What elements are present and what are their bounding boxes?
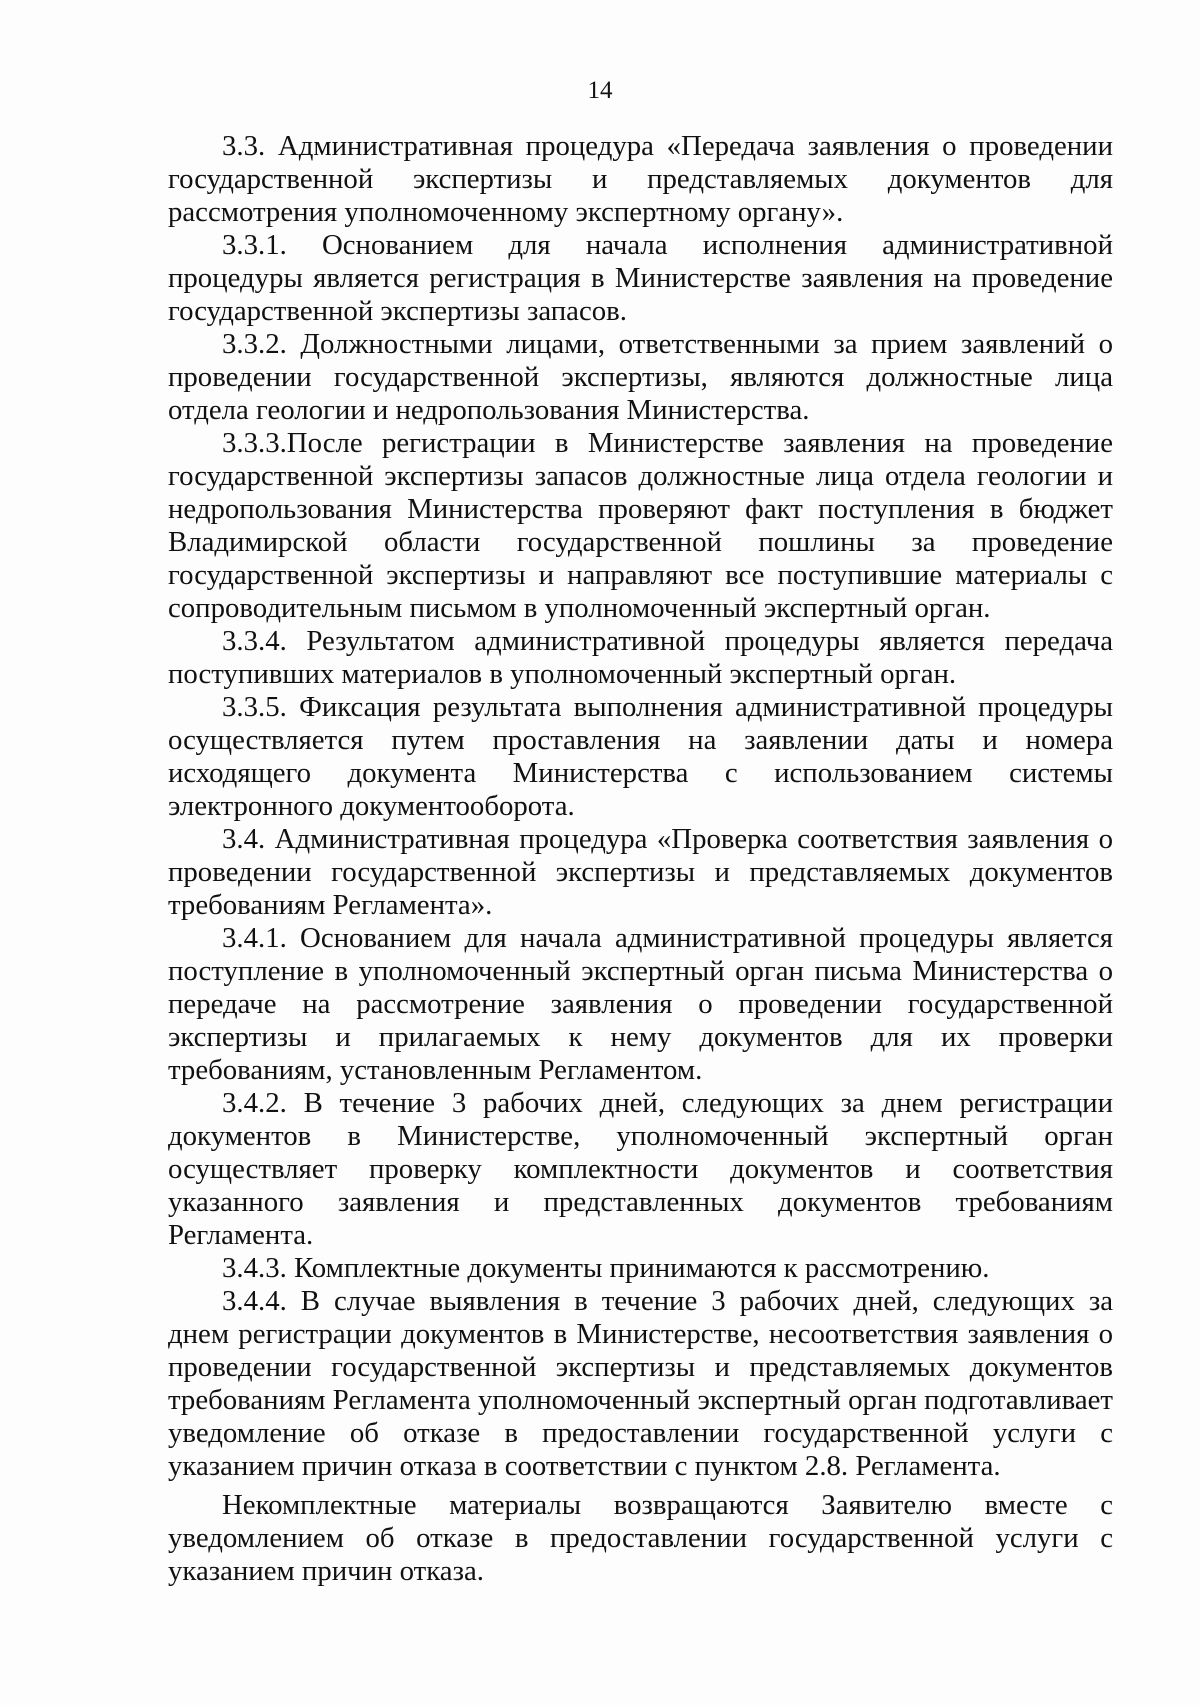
paragraph-3-4-3: 3.4.3. Комплектные документы принимаются к рассмотрению. <box>222 1252 990 1284</box>
paragraph-3-3-2: 3.3.2. Должностными лицами, ответственными за прием заявлений о проведении государственной экспертизы, являются должностные лица отдела геологии и недропользования Министерства. <box>168 328 1113 426</box>
paragraph-3-4-2: 3.4.2. В течение 3 рабочих дней, следующих за днем регистрации документов в Министерстве, уполномоченный экспертный орган осуществляет проверку комплектности документов и соответствия указанного заявления и представленных документов требованиям Регламента. <box>168 1087 1113 1251</box>
paragraph-3-3-5: 3.3.5. Фиксация результата выполнения административной процедуры осуществляется путем проставления на заявлении даты и номера исходящего документа Министерства с использованием системы электронного документооборота. <box>168 691 1113 822</box>
paragraph-3-3-3: 3.3.3.После регистрации в Министерстве заявления на проведение государственной экспертизы запасов должностные лица отдела геологии и недропользования Министерства проверяют факт поступления в бюджет Владимирской области государственной пошлины за проведение государственной экспертизы и направляют все поступившие материалы с сопроводительным письмом в уполномоченный экспертный орган. <box>168 427 1113 624</box>
page-number: 14 <box>587 77 613 104</box>
paragraph-3-4-4: 3.4.4. В случае выявления в течение 3 рабочих дней, следующих за днем регистрации документов в Министерстве, несоответствия заявления о проведении государственной экспертизы и представляемых документов требованиям Регламента уполномоченный экспертный орган подготавливает уведомление об отказе в предоставлении государственной услуги с указанием причин отказа в соответствии с пунктом 2.8. Регламента. <box>168 1285 1113 1482</box>
paragraph-3-3-1: 3.3.1. Основанием для начала исполнения административной процедуры является регистрация в Министерстве заявления на проведение государственной экспертизы запасов. <box>168 229 1113 327</box>
paragraph-3-3: 3.3. Административная процедура «Передача заявления о проведении государственной экспертизы и представляемых документов для рассмотрения уполномоченному экспертному органу». <box>168 130 1113 228</box>
document-body <box>168 130 1113 1588</box>
paragraph-3-4-1: 3.4.1. Основанием для начала административной процедуры является поступление в уполномоченный экспертный орган письма Министерства о передаче на рассмотрение заявления о проведении государственной экспертизы и прилагаемых к нему документов для их проверки требованиям, установленным Регламентом. <box>168 922 1113 1086</box>
paragraph-incomplete-materials: Некомплектные материалы возвращаются Заявителю вместе с уведомлением об отказе в предоставлении государственной услуги с указанием причин отказа. <box>168 1489 1113 1587</box>
paragraph-3-3-4: 3.3.4. Результатом административной процедуры является передача поступивших материалов в уполномоченный экспертный орган. <box>168 625 1113 690</box>
paragraph-3-4: 3.4. Административная процедура «Проверка соответствия заявления о проведении государственной экспертизы и представляемых документов требованиям Регламента». <box>168 823 1113 921</box>
